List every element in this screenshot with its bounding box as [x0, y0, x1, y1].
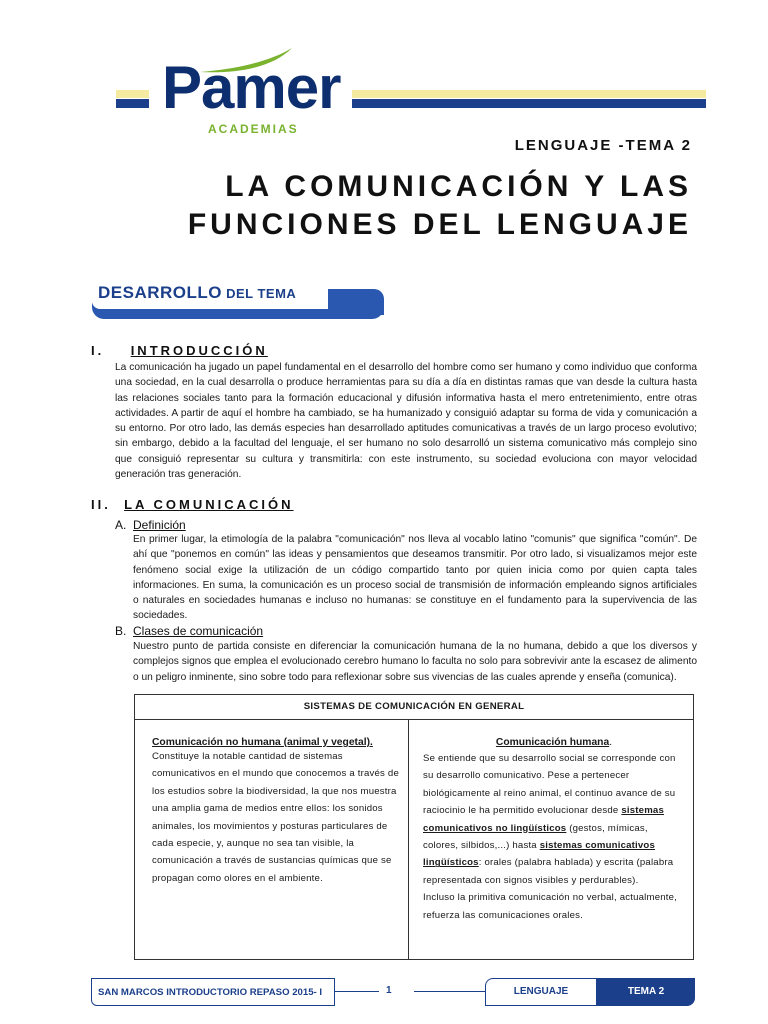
- footer-tema: TEMA 2: [597, 978, 695, 1006]
- subsection-a-letter: A.: [115, 518, 127, 532]
- banner-text: [98, 283, 296, 303]
- tema-label: LENGUAJE -TEMA 2: [514, 137, 692, 154]
- right-bold-2: sistemas comunicativos lingüísticos: [423, 840, 656, 869]
- right-cell-title-end: .: [609, 737, 613, 748]
- page-title-line-2: FUNCIONES DEL LENGUAJE: [187, 208, 692, 241]
- table-left-cell: [152, 737, 402, 887]
- table-right-cell: [423, 732, 685, 924]
- right-text-3: : orales (palabra hablada) y escrita (palabra representada con signos visibles y perdurables).: [423, 857, 674, 886]
- logo-subtitle: ACADEMIAS: [208, 122, 299, 136]
- section-1-paragraph: La comunicación ha jugado un papel fundamental en el desarrollo del hombre como ser humano y como individuo que conforma una sociedad, en la cual desarrolla o produce herramientas para su día a día en distintas ramas que van desde la cultura hasta las relaciones sociales tanto para la formación educacional y difusión informativa hasta el mero entretenimiento, entre otras actividades. A partir de aquí el hombre ha cambiado, se ha humanizado y consiguió adaptar su forma de vida y comunicación a su entorno. Por otro lado, las demás especies han desarrollado aptitudes comunicativas a través de un largo proceso evolutivo; sin embargo, debido a la facultad del lenguaje, el ser humano no solo desarrolló un sistema comunicativo más complejo sino que consiguió representar su cultura y transmitirla: con este instrumento, su sociedad evoluciona con mayor velocidad generación tras generación.: [115, 362, 697, 481]
- page-title-line-1: LA COMUNICACIÓN Y LAS: [225, 170, 692, 203]
- banner-text-small: DEL TEMA: [222, 286, 297, 301]
- subsection-b-paragraph: Nuestro punto de partida consiste en diferenciar la comunicación humana de la no humana, debido a que los diversos y complejos signos que emplea el evolucionado cerebro humano lo faculta no solo para sobrevivir ante la escasez de alimento o un peligro inminente, sino sobre todo para reflexionar sobre sus vivencias de las cuales aprende y enseña (comunica).: [133, 641, 697, 683]
- subsection-b-title: Clases de comunicación: [133, 624, 264, 638]
- right-text-1: Se entiende que su desarrollo social se corresponde con su desarrollo comunicativo. Pese a pertenecer biológicamente al reino animal, el continuo avance de su raciocinio le ha permitido evolucionar desde: [423, 753, 676, 817]
- section-2-heading: [91, 497, 294, 512]
- banner-text-big: DESARROLLO: [98, 283, 222, 302]
- left-cell-title: Comunicación no humana (animal y vegetal).: [152, 737, 373, 748]
- section-1-heading: [91, 343, 268, 358]
- footer-line-left: [335, 991, 379, 992]
- section-2-number: II.: [91, 497, 111, 512]
- table-header: SISTEMAS DE COMUNICACIÓN EN GENERAL: [135, 695, 693, 720]
- right-cell-text-4: Incluso la primitiva comunicación no verbal, actualmente, refuerza las comunicaciones orales.: [423, 892, 678, 921]
- subsection-b-letter: B.: [115, 624, 127, 638]
- header-stripe-right: [352, 90, 706, 109]
- page-title: [188, 168, 692, 244]
- subsection-b-heading: [115, 624, 263, 638]
- header-stripe-left: [116, 90, 149, 109]
- footer-page-number: 1: [386, 985, 392, 996]
- right-bold-1: sistemas comunicativos no lingüísticos: [423, 805, 664, 834]
- communication-systems-table: [134, 694, 694, 960]
- logo: Pamer: [162, 54, 341, 121]
- right-text-2: (gestos, mímicas, colores, silbidos,...) hasta: [423, 822, 648, 852]
- footer-subject: LENGUAJE: [485, 978, 597, 1006]
- footer-course: SAN MARCOS INTRODUCTORIO REPASO 2015- I: [91, 978, 335, 1006]
- subsection-a-heading: [115, 518, 186, 532]
- subsection-a-paragraph: En primer lugar, la etimología de la palabra "comunicación" nos lleva al vocablo latino "comunis" que significa "común". De ahí que "ponemos en común" las ideas y pensamientos que deseamos transmitir. Por otro lado, si visualizamos mejor este fenómeno social exige la utilización de un código compartido tanto por quien inicia como por quien capta tales informaciones. En suma, la comunicación es un proceso social de transmisión de información empleando signos artificiales o naturales en sociedades humanas e incluso no humanas: se constituye en el fundamento para la supervivencia de las sociedades.: [133, 534, 697, 622]
- footer-line-right: [414, 991, 485, 992]
- section-2-title: LA COMUNICACIÓN: [124, 497, 294, 512]
- subsection-a-title: Definición: [133, 518, 186, 532]
- section-1-title: INTRODUCCIÓN: [130, 343, 268, 358]
- section-banner: [92, 281, 384, 317]
- section-1-number: I.: [91, 343, 105, 358]
- right-cell-title: Comunicación humana: [495, 737, 610, 748]
- right-cell-text: [423, 750, 685, 889]
- left-cell-text: Constituye la notable cantidad de sistemas comunicativos en el mundo que conocemos a través de los estudios sobre la biodiversidad, la que nos muestra una amplia gama de medios entre ellos: los sonidos animales, los movimientos y posturas particulares de cada especie, y, aunque no sea tan visible, la comunicación a través de sustancias químicas que se propagan como olores en el ambiente.: [152, 751, 399, 884]
